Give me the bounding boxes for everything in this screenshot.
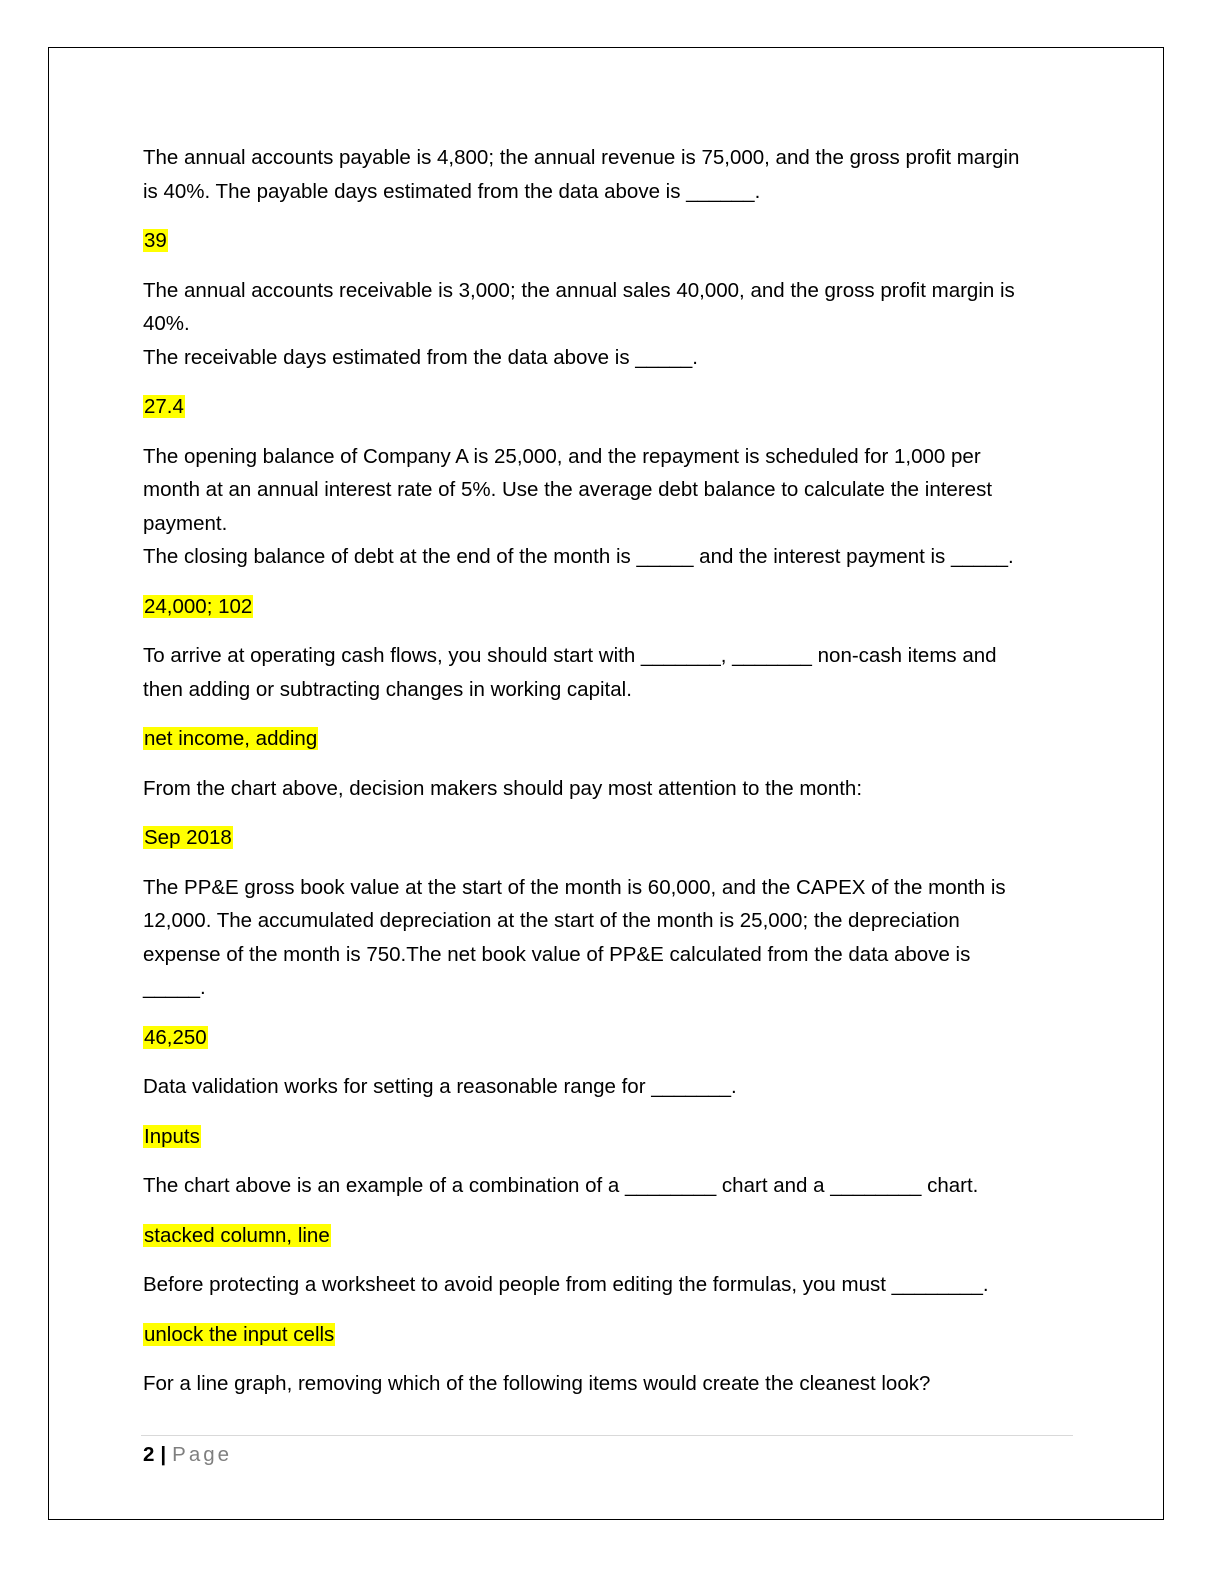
- question-9: Before protecting a worksheet to avoid people from editing the formulas, you must ________.: [143, 1273, 989, 1296]
- answer-highlight: 24,000; 102: [144, 594, 253, 618]
- answer-highlight: stacked column, line: [144, 1223, 330, 1247]
- answer-highlight: unlock the input cells: [144, 1322, 335, 1346]
- document-body: [143, 141, 1078, 1417]
- answer-3: [143, 590, 1078, 624]
- answer-highlight: Inputs: [144, 1124, 200, 1148]
- question-5: From the chart above, decision makers should pay most attention to the month:: [143, 776, 863, 800]
- question-3: The opening balance of Company A is 25,000, and the repayment is scheduled for 1,000 per month at an annual interest rate of 5%. Use the average debt balance to calculate the interest payment. The closing balance of debt at the end of the month is _____ and the interest payment is _____.: [143, 444, 1014, 568]
- answer-highlight: 27.4: [144, 395, 184, 418]
- answer-2: [143, 390, 1078, 424]
- answer-8: [143, 1219, 1078, 1253]
- answer-7: [143, 1120, 1078, 1154]
- answer-highlight: Sep 2018: [144, 826, 232, 849]
- page-footer: [143, 1440, 232, 1470]
- question-1: The annual accounts payable is 4,800; the annual revenue is 75,000, and the gross profit margin is 40%. The payable days estimated from the data above is ______.: [143, 146, 1020, 203]
- footer-divider: [141, 1435, 1073, 1436]
- question-7: Data validation works for setting a reasonable range for _______.: [143, 1075, 737, 1098]
- question-2: The annual accounts receivable is 3,000; the annual sales 40,000, and the gross profit margin is 40%. The receivable days estimated from the data above is _____.: [143, 278, 1015, 369]
- answer-highlight: 39: [144, 229, 167, 252]
- footer-separator: |: [160, 1443, 167, 1466]
- question-10: For a line graph, removing which of the following items would create the cleanest look?: [143, 1372, 931, 1395]
- question-6: The PP&E gross book value at the start of the month is 60,000, and the CAPEX of the month is 12,000. The accumulated depreciation at the start of the month is 25,000; the depreciation expense of the month is 750.The net book value of PP&E calculated from the data above is _____.: [143, 875, 1006, 999]
- answer-highlight: net income, adding: [144, 727, 318, 750]
- answer-6: [143, 1021, 1078, 1055]
- page-number: 2: [143, 1443, 155, 1466]
- answer-4: [143, 722, 1078, 756]
- question-8: The chart above is an example of a combination of a ________ chart and a ________ chart.: [143, 1174, 979, 1197]
- answer-5: [143, 821, 1078, 855]
- answer-1: [143, 224, 1078, 258]
- answer-highlight: 46,250: [144, 1025, 207, 1049]
- page-label: Page: [172, 1443, 233, 1466]
- answer-9: [143, 1318, 1078, 1352]
- question-4: To arrive at operating cash flows, you should start with _______, _______ non-cash items and then adding or subtracting changes in working capital.: [143, 644, 997, 701]
